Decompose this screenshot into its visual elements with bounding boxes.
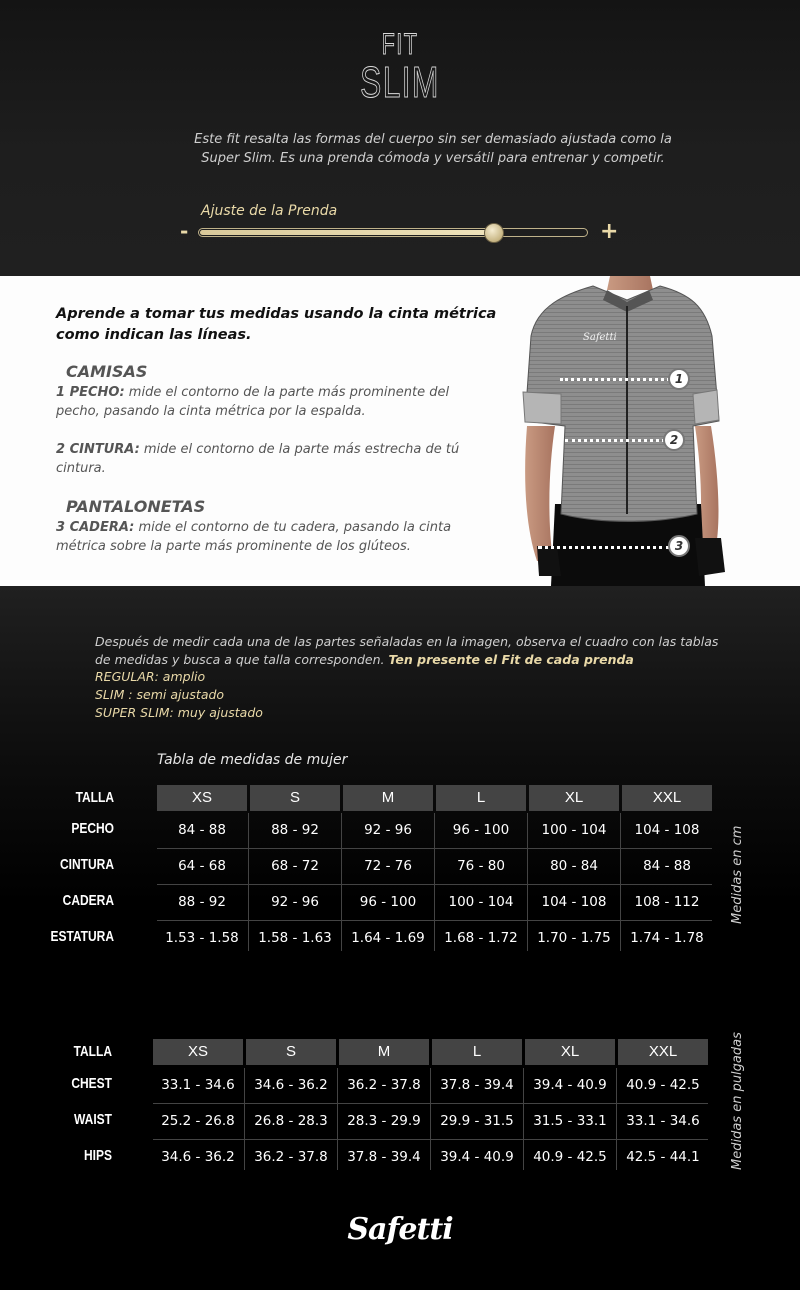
table-cell: 104 - 108 xyxy=(541,894,607,910)
size-header-s: S xyxy=(246,1039,336,1065)
fit-description: Este fit resalta las formas del cuerpo sin ser demasiado ajustada como la Super Slim. Es una prenda cómoda y versátil para entrenar y competir. xyxy=(194,132,672,166)
fit-slim: SLIM : semi ajustado xyxy=(95,687,225,702)
table-cell: 37.8 - 39.4 xyxy=(347,1149,421,1165)
table-cell: 76 - 80 xyxy=(457,858,505,874)
measure-guide xyxy=(0,276,800,586)
table-cell: 37.8 - 39.4 xyxy=(440,1077,514,1093)
table-cell: 39.4 - 40.9 xyxy=(440,1149,514,1165)
table-cell: 33.1 - 34.6 xyxy=(161,1077,235,1093)
table-cell: 36.2 - 37.8 xyxy=(347,1077,421,1093)
table-cell: 108 - 112 xyxy=(634,894,700,910)
table-cm-unit-label: Medidas en cm xyxy=(730,825,745,924)
table-cell: 26.8 - 28.3 xyxy=(254,1113,328,1129)
chest-marker: 1 xyxy=(668,368,690,390)
table-cell: 25.2 - 26.8 xyxy=(161,1113,235,1129)
jersey-illustration xyxy=(515,276,765,586)
size-header-xs: XS xyxy=(157,785,247,811)
row-label-cadera: CADERA xyxy=(62,892,114,909)
slider-minus-icon: - xyxy=(180,219,189,243)
size-header-xxl: XXL xyxy=(618,1039,708,1065)
waist-label: 2 CINTURA: xyxy=(56,442,140,457)
hips-measure-line xyxy=(538,546,670,549)
fit-slider-label: Ajuste de la Prenda xyxy=(201,203,338,219)
table-cell: 72 - 76 xyxy=(364,858,412,874)
size-header-l: L xyxy=(436,785,526,811)
row-label-waist: WAIST xyxy=(74,1111,112,1128)
waist-measure-line xyxy=(565,439,665,442)
hips-text: mide el contorno de tu cadera, pasando la cinta métrica sobre la parte más prominente de los glúteos. xyxy=(56,520,452,554)
size-header-m: M xyxy=(343,785,433,811)
jersey-brand-text: Safetti xyxy=(583,332,617,343)
table-cell: 1.53 - 1.58 xyxy=(165,930,239,946)
column-divider xyxy=(248,813,249,951)
chest-instruction xyxy=(56,383,486,421)
table-cell: 33.1 - 34.6 xyxy=(626,1113,700,1129)
safetti-logo: Safetti xyxy=(347,1212,453,1247)
column-divider xyxy=(244,1068,245,1170)
table-cell: 34.6 - 36.2 xyxy=(254,1077,328,1093)
table-cell: 100 - 104 xyxy=(541,822,607,838)
waist-instruction xyxy=(56,440,486,478)
waist-text: mide el contorno de la parte más estrecha de tú cintura. xyxy=(56,442,460,476)
size-header-xxl: XXL xyxy=(622,785,712,811)
table-cell: 84 - 88 xyxy=(178,822,226,838)
hips-instruction xyxy=(56,518,486,556)
table-cell: 1.58 - 1.63 xyxy=(258,930,332,946)
size-header-m: M xyxy=(339,1039,429,1065)
row-label-hips: HIPS xyxy=(83,1147,112,1164)
table-cell: 88 - 92 xyxy=(178,894,226,910)
table-cell: 92 - 96 xyxy=(271,894,319,910)
table-cell: 68 - 72 xyxy=(271,858,319,874)
fit-title-line2: SLIM xyxy=(360,58,440,107)
chest-text: mide el contorno de la parte más prominente del pecho, pasando la cinta métrica por la espalda. xyxy=(56,385,450,419)
table-cell: 104 - 108 xyxy=(634,822,700,838)
column-divider xyxy=(337,1068,338,1170)
table-cell: 34.6 - 36.2 xyxy=(161,1149,235,1165)
measure-heading: Aprende a tomar tus medidas usando la cinta métrica como indican las líneas. xyxy=(56,306,497,343)
fit-slider-thumb[interactable] xyxy=(484,223,504,243)
row-label-estatura: ESTATURA xyxy=(50,928,114,945)
column-divider xyxy=(620,813,621,951)
table-cell: 96 - 100 xyxy=(359,894,417,910)
table-cell: 96 - 100 xyxy=(452,822,510,838)
column-divider xyxy=(523,1068,524,1170)
fit-regular: REGULAR: amplio xyxy=(95,669,206,684)
instructions-text xyxy=(95,633,735,669)
instructions-highlight: Ten presente el Fit de cada prenda xyxy=(388,652,634,667)
shorts-title: PANTALONETAS xyxy=(66,497,206,516)
table-cell: 84 - 88 xyxy=(643,858,691,874)
table-cell: 1.70 - 1.75 xyxy=(537,930,611,946)
table-cell: 1.68 - 1.72 xyxy=(444,930,518,946)
table-cell: 88 - 92 xyxy=(271,822,319,838)
fit-slider-fill xyxy=(200,230,495,235)
chest-measure-line xyxy=(560,378,670,381)
column-divider xyxy=(434,813,435,951)
table-cell: 42.5 - 44.1 xyxy=(626,1149,700,1165)
table-cell: 92 - 96 xyxy=(364,822,412,838)
table-cell: 28.3 - 29.9 xyxy=(347,1113,421,1129)
waist-marker: 2 xyxy=(663,429,685,451)
table-cell: 36.2 - 37.8 xyxy=(254,1149,328,1165)
table-cell: 64 - 68 xyxy=(178,858,226,874)
slider-plus-icon: + xyxy=(600,219,619,244)
hips-label: 3 CADERA: xyxy=(56,520,135,535)
table-cell: 40.9 - 42.5 xyxy=(533,1149,607,1165)
table-cell: 100 - 104 xyxy=(448,894,514,910)
row-label-chest: CHEST xyxy=(71,1075,112,1092)
table-cell: 80 - 84 xyxy=(550,858,598,874)
size-label: TALLA xyxy=(75,789,114,806)
row-label-cintura: CINTURA xyxy=(60,856,114,873)
column-divider xyxy=(527,813,528,951)
fit-title-line1: FIT xyxy=(381,28,419,61)
size-header-xl: XL xyxy=(529,785,619,811)
column-divider xyxy=(616,1068,617,1170)
table-cell: 40.9 - 42.5 xyxy=(626,1077,700,1093)
hips-marker: 3 xyxy=(668,535,690,557)
row-label-pecho: PECHO xyxy=(71,820,114,837)
chest-label: 1 PECHO: xyxy=(56,385,125,400)
fit-header xyxy=(0,0,800,276)
size-header-xl: XL xyxy=(525,1039,615,1065)
shirts-title: CAMISAS xyxy=(66,362,148,381)
size-header-xs: XS xyxy=(153,1039,243,1065)
table-cell: 31.5 - 33.1 xyxy=(533,1113,607,1129)
table-cell: 39.4 - 40.9 xyxy=(533,1077,607,1093)
size-header-l: L xyxy=(432,1039,522,1065)
size-header-s: S xyxy=(250,785,340,811)
table-cell: 1.64 - 1.69 xyxy=(351,930,425,946)
table-cell: 29.9 - 31.5 xyxy=(440,1113,514,1129)
fit-slider[interactable] xyxy=(198,228,588,237)
model-figure xyxy=(515,276,765,586)
size-label: TALLA xyxy=(73,1043,112,1060)
column-divider xyxy=(430,1068,431,1170)
column-divider xyxy=(341,813,342,951)
table-cell: 1.74 - 1.78 xyxy=(630,930,704,946)
instructions-body: Después de medir cada una de las partes señaladas en la imagen, observa el cuadro con las tablas de medidas y busca a que talla corresponden. xyxy=(95,634,719,667)
table-caption: Tabla de medidas de mujer xyxy=(157,752,348,768)
table-in-unit-label: Medidas en pulgadas xyxy=(730,1032,745,1170)
fit-super-slim: SUPER SLIM: muy ajustado xyxy=(95,705,263,720)
